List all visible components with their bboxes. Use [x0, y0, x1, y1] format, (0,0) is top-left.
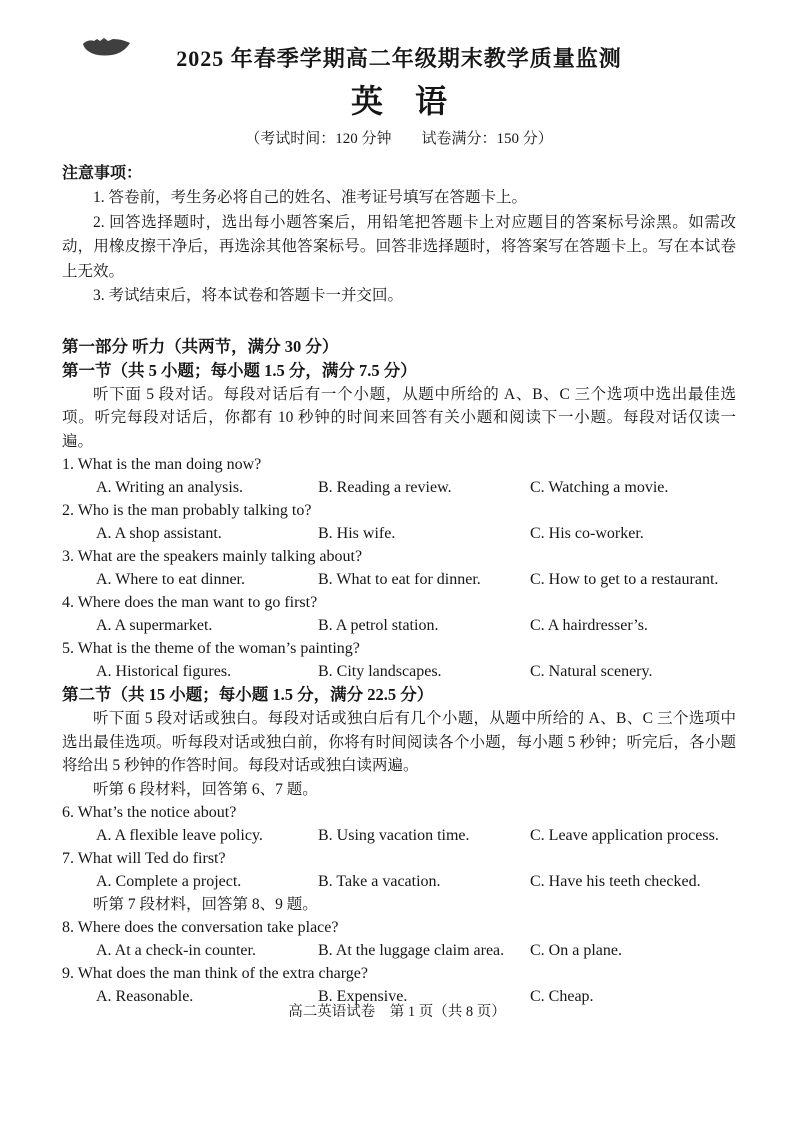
option-c: C. Natural scenery.: [530, 663, 653, 680]
question-text: 7. What will Ted do first?: [62, 849, 226, 867]
question-text: 5. What is the theme of the woman’s painting?: [62, 640, 360, 657]
option-b: B. Using vacation time.: [318, 826, 470, 844]
part1-section1: [62, 359, 736, 684]
option-b: B. His wife.: [318, 525, 396, 542]
option-b: B. Take a vacation.: [318, 872, 441, 890]
question-5: [62, 637, 736, 683]
part1-section2: [62, 683, 736, 1008]
question-text: 2. Who is the man probably talking to?: [62, 502, 312, 519]
question-text: 6. What’s the notice about?: [62, 803, 237, 821]
option-c: C. How to get to a restaurant.: [530, 571, 719, 588]
note-item-1: 1. 答卷前，考生务必将自己的姓名、准考证号填写在答题卡上。: [93, 189, 528, 206]
question-8: [62, 916, 736, 962]
question-1: [62, 453, 736, 499]
option-a: A. Writing an analysis.: [96, 479, 244, 496]
option-b: B. A petrol station.: [318, 617, 439, 634]
page-footer: 高二英语试卷 第 1 页（共 8 页）: [288, 1004, 506, 1020]
option-a: A. A shop assistant.: [96, 525, 222, 542]
page-content: [62, 44, 736, 1008]
question-text: 3. What are the speakers mainly talking about?: [62, 548, 363, 565]
option-c: C. On a plane.: [530, 941, 622, 959]
option-c: C. Cheap.: [530, 987, 594, 1005]
option-c: C. Have his teeth checked.: [530, 872, 701, 890]
option-a: A. Where to eat dinner.: [96, 571, 245, 588]
notes-heading: 注意事项：: [62, 165, 143, 182]
section1-heading: 第一节（共 5 小题；每小题 1.5 分，满分 7.5 分）: [62, 360, 417, 380]
exam-title: 2025 年春季学期高二年级期末教学质量监测: [176, 46, 622, 71]
section2-instructions: 听下面 5 段对话或独白。每段对话或独白后有几个小题，从题中所给的 A、B、C 三个选项中选出最佳选项。听每段对话或独白前，你将有时间阅读各个小题，每小题 5 秒钟；听完后，各小题将给出 5 秒钟的作答时间。每段对话或独白读两遍。: [62, 710, 736, 774]
option-a: A. At a check-in counter.: [96, 941, 256, 959]
section2-heading: 第二节（共 15 小题；每小题 1.5 分，满分 22.5 分）: [62, 685, 434, 704]
question-text: 9. What does the man think of the extra charge?: [62, 964, 368, 982]
section1-instructions: 听下面 5 段对话。每段对话后有一个小题，从题中所给的 A、B、C 三个选项中选出最佳选项。听完每段对话后，你都有 10 秒钟的时间来回答有关小题和阅读下一小题。每段对话仅读一遍。: [62, 385, 736, 450]
option-a: A. Complete a project.: [96, 872, 242, 890]
note-item-2: 2. 回答选择题时，选出每小题答案后，用铅笔把答题卡上对应题目的答案标号涂黑。如需改动，用橡皮擦干净后，再选涂其他答案标号。回答非选择题时，将答案写在答题卡上。写在本试卷上无效。: [62, 213, 736, 280]
question-4: [62, 591, 736, 637]
option-a: A. Historical figures.: [96, 663, 232, 680]
exam-meta: （考试时间：120 分钟 试卷满分：150 分）: [245, 131, 553, 147]
question-text: 1. What is the man doing now?: [62, 456, 262, 473]
material-note-7: 听第 7 段材料，回答第 8、9 题。: [93, 895, 318, 913]
question-options: [96, 870, 736, 893]
question-6: [62, 801, 736, 847]
option-b: B. Reading a review.: [318, 479, 452, 496]
question-text: 8. Where does the conversation take place?: [62, 918, 339, 936]
question-text: 4. Where does the man want to go first?: [62, 594, 318, 611]
option-b: B. What to eat for dinner.: [318, 571, 481, 588]
question-options: [96, 476, 736, 499]
note-item-3: 3. 考试结束后，将本试卷和答题卡一并交回。: [93, 287, 404, 304]
option-b: B. Expensive.: [318, 987, 408, 1005]
question-options: [96, 522, 736, 545]
option-a: A. Reasonable.: [96, 987, 194, 1005]
question-3: [62, 545, 736, 591]
option-b: B. City landscapes.: [318, 663, 442, 680]
question-2: [62, 499, 736, 545]
question-options: [96, 939, 736, 962]
exam-notes: [62, 162, 736, 309]
option-a: A. A supermarket.: [96, 617, 213, 634]
option-b: B. At the luggage claim area.: [318, 941, 505, 959]
question-options: [96, 660, 736, 683]
material-note-6: 听第 6 段材料，回答第 6、7 题。: [93, 780, 318, 798]
question-options: [96, 568, 736, 591]
option-a: A. A flexible leave policy.: [96, 826, 263, 844]
part1-heading: 第一部分 听力（共两节，满分 30 分）: [62, 336, 339, 356]
subject-title: 英 语: [350, 83, 447, 119]
question-options: [96, 824, 736, 847]
option-c: C. His co-worker.: [530, 525, 644, 542]
option-c: C. Leave application process.: [530, 826, 719, 844]
option-c: C. A hairdresser’s.: [530, 617, 648, 634]
question-7: [62, 847, 736, 893]
question-options: [96, 614, 736, 637]
option-c: C. Watching a movie.: [530, 479, 669, 496]
